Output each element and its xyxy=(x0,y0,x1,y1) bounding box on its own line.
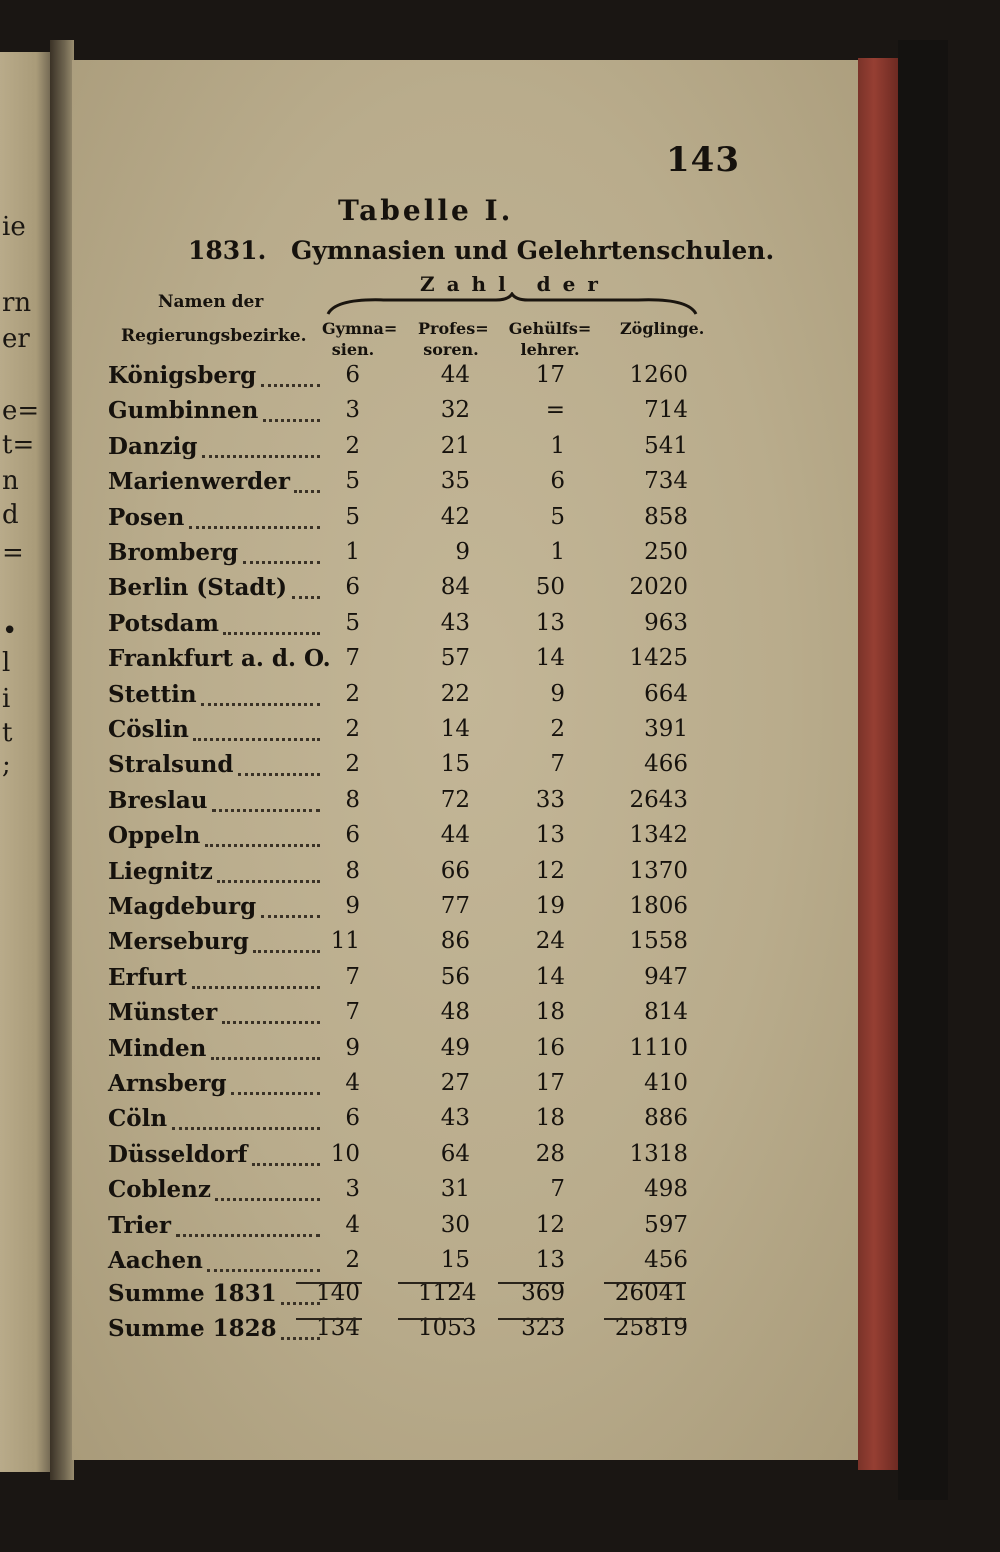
region-name: Frankfurt a. d. O. xyxy=(108,645,331,673)
gehuelfslehrer-count: 13 xyxy=(535,609,565,636)
gymnasien-count: 6 xyxy=(345,822,360,849)
sum-row xyxy=(108,1280,698,1316)
column-header-line: soren. xyxy=(423,340,479,359)
column-header-line: Gehülfs= xyxy=(508,319,592,338)
gymnasien-count: 9 xyxy=(345,893,360,919)
region-name: Stralsund xyxy=(108,751,234,779)
region-name: Oppeln xyxy=(108,822,201,850)
left-page-text-fragment: n xyxy=(2,466,19,496)
leader-dots xyxy=(201,697,320,706)
zoeglinge-count: 2020 xyxy=(629,574,688,601)
region-name: Marienwerder xyxy=(108,468,290,496)
gehuelfslehrer-count: 9 xyxy=(550,680,565,707)
column-header-professoren xyxy=(418,318,489,360)
gymnasien-count: 6 xyxy=(345,1105,360,1132)
zoeglinge-count: 1425 xyxy=(629,645,688,672)
professoren-count: 14 xyxy=(440,716,470,742)
gymnasien-count: 6 xyxy=(345,574,360,601)
professoren-count: 27 xyxy=(440,1070,470,1096)
table-row xyxy=(108,1035,698,1071)
left-page-text-fragment: l xyxy=(2,648,11,678)
left-page-text-fragment: ; xyxy=(2,750,11,780)
table-subtitle xyxy=(188,236,774,265)
professoren-count: 66 xyxy=(440,857,470,884)
leader-dots xyxy=(192,980,320,989)
gymnasien-count: 5 xyxy=(345,609,360,636)
professoren-count: 30 xyxy=(440,1211,470,1238)
gymnasien-count: 1 xyxy=(345,539,360,565)
table-row xyxy=(108,433,698,469)
professoren-count: 64 xyxy=(440,1140,470,1167)
column-header-line: Profes= xyxy=(418,319,489,338)
table-row xyxy=(108,1247,698,1283)
professoren-count: 42 xyxy=(440,503,470,530)
gymnasien-count: 7 xyxy=(345,963,360,990)
region-name: Düsseldorf xyxy=(108,1140,248,1168)
left-page-text-fragment: t= xyxy=(2,430,35,460)
sum-rule xyxy=(498,1282,564,1284)
sum-rule xyxy=(296,1318,362,1320)
gehuelfslehrer-count: 18 xyxy=(535,999,565,1026)
column-header-gehuelfslehrer xyxy=(508,318,592,360)
leader-dots xyxy=(231,1086,320,1095)
table-row xyxy=(108,858,698,894)
zoeglinge-count: 1558 xyxy=(629,928,688,955)
gehuelfslehrer-count: 17 xyxy=(535,1070,565,1096)
leader-dots xyxy=(176,1228,320,1237)
table-row xyxy=(108,610,698,646)
zoeglinge-count: 1318 xyxy=(629,1140,688,1167)
leader-dots xyxy=(211,1051,320,1060)
professoren-count: 57 xyxy=(440,645,470,672)
page-number: 143 xyxy=(666,140,740,180)
table-row xyxy=(108,539,698,575)
region-name: Merseburg xyxy=(108,928,249,956)
region-name: Trier xyxy=(108,1211,172,1239)
gymnasien-count: 2 xyxy=(345,1247,360,1273)
zoeglinge-count: 1370 xyxy=(629,857,688,884)
header-names: Namen der xyxy=(158,292,264,312)
zoeglinge-count: 963 xyxy=(644,609,688,636)
column-header-zoeglinge xyxy=(620,318,704,339)
table-row xyxy=(108,645,698,681)
column-header-gymnasien xyxy=(322,318,398,360)
table-row xyxy=(108,1105,698,1141)
gehuelfslehrer-count: 14 xyxy=(535,963,565,990)
table-subtitle-text: Gymnasien und Gelehrtenschulen. xyxy=(291,236,775,265)
gehuelfslehrer-count: 18 xyxy=(535,1105,565,1132)
gehuelfslehrer-count: 2 xyxy=(550,716,565,742)
region-name: Erfurt xyxy=(108,963,188,991)
region-name: Bromberg xyxy=(108,539,239,566)
gymnasien-count: 2 xyxy=(345,680,360,707)
professoren-count: 9 xyxy=(455,539,470,565)
gehuelfslehrer-count: 7 xyxy=(550,1176,565,1203)
professoren-count: 35 xyxy=(440,468,470,495)
table-row xyxy=(108,397,698,433)
region-name: Magdeburg xyxy=(108,893,257,920)
table-row xyxy=(108,1212,698,1248)
sum-rule xyxy=(296,1282,362,1284)
gehuelfslehrer-count: 16 xyxy=(535,1034,565,1061)
gymnasien-count: 2 xyxy=(345,751,360,778)
gymnasien-count: 5 xyxy=(345,468,360,495)
left-page-text-fragment: i xyxy=(2,684,11,714)
professoren-count: 31 xyxy=(440,1176,470,1203)
professoren-count: 77 xyxy=(440,893,470,919)
zoeglinge-count: 714 xyxy=(644,397,688,424)
gehuelfslehrer-count: 1 xyxy=(550,432,565,459)
column-header-line: Gymna= xyxy=(322,319,398,338)
table-row xyxy=(108,787,698,823)
professoren-count: 48 xyxy=(440,999,470,1026)
zoeglinge-count: 25819 xyxy=(614,1315,688,1341)
table-row xyxy=(108,822,698,858)
gehuelfslehrer-count: 7 xyxy=(550,751,565,778)
left-page-text-fragment: ie xyxy=(2,212,26,242)
professoren-count: 56 xyxy=(440,963,470,990)
gymnasien-count: 8 xyxy=(345,857,360,884)
region-name: Danzig xyxy=(108,432,198,460)
professoren-count: 15 xyxy=(440,1247,470,1273)
gymnasien-count: 4 xyxy=(345,1211,360,1238)
gehuelfslehrer-count: 50 xyxy=(535,574,565,601)
zoeglinge-count: 26041 xyxy=(614,1280,688,1306)
leader-dots xyxy=(189,520,320,529)
professoren-count: 22 xyxy=(440,680,470,707)
gehuelfslehrer-count: 17 xyxy=(535,362,565,388)
sum-rule xyxy=(498,1318,564,1320)
sum-label: Summe 1828 xyxy=(108,1315,277,1342)
gymnasien-count: 7 xyxy=(345,645,360,672)
column-header-line: sien. xyxy=(331,340,375,359)
sum-rule xyxy=(398,1282,464,1284)
sum-row xyxy=(108,1315,698,1351)
zoeglinge-count: 541 xyxy=(644,432,688,459)
professoren-count: 49 xyxy=(440,1034,470,1061)
gymnasien-count: 4 xyxy=(345,1070,360,1096)
professoren-count: 84 xyxy=(440,574,470,601)
sum-label: Summe 1831 xyxy=(108,1280,277,1307)
column-header-line: lehrer. xyxy=(520,340,580,359)
gymnasien-count: 9 xyxy=(345,1034,360,1061)
leader-dots xyxy=(205,838,320,847)
professoren-count: 15 xyxy=(440,751,470,778)
table-row xyxy=(108,928,698,964)
zoeglinge-count: 391 xyxy=(644,716,688,742)
gymnasien-count: 134 xyxy=(316,1315,360,1341)
table-row xyxy=(108,468,698,504)
zoeglinge-count: 250 xyxy=(644,539,688,565)
zoeglinge-count: 858 xyxy=(644,503,688,530)
region-name: Arnsberg xyxy=(108,1070,227,1097)
zoeglinge-count: 2643 xyxy=(629,786,688,813)
professoren-count: 72 xyxy=(440,786,470,813)
sum-rule xyxy=(604,1318,686,1320)
professoren-count: 44 xyxy=(440,822,470,849)
gymnasien-count: 140 xyxy=(316,1280,360,1306)
gehuelfslehrer-count: 33 xyxy=(535,786,565,813)
gymnasien-count: 7 xyxy=(345,999,360,1026)
gehuelfslehrer-count: 1 xyxy=(550,539,565,565)
region-name: Münster xyxy=(108,999,218,1027)
leader-dots xyxy=(212,803,320,812)
sum-rule xyxy=(604,1282,686,1284)
leader-dots xyxy=(222,1015,320,1024)
table-row xyxy=(108,362,698,398)
region-name: Breslau xyxy=(108,786,208,814)
left-page-text-fragment: t xyxy=(2,718,13,748)
table-row xyxy=(108,1176,698,1212)
region-name: Liegnitz xyxy=(108,857,213,885)
region-name: Potsdam xyxy=(108,609,219,637)
zoeglinge-count: 886 xyxy=(644,1105,688,1132)
table-row xyxy=(108,964,698,1000)
left-page-text-fragment: e= xyxy=(2,396,40,426)
header-brace xyxy=(326,292,698,316)
zoeglinge-count: 466 xyxy=(644,751,688,778)
professoren-count: 1124 xyxy=(418,1280,477,1306)
zoeglinge-count: 734 xyxy=(644,468,688,495)
leader-dots xyxy=(193,732,320,741)
gehuelfslehrer-count: 14 xyxy=(535,645,565,672)
left-page-text-fragment: er xyxy=(2,324,30,354)
gymnasien-count: 10 xyxy=(330,1140,360,1167)
professoren-count: 43 xyxy=(440,609,470,636)
gehuelfslehrer-count: 19 xyxy=(535,893,565,919)
zoeglinge-count: 664 xyxy=(644,680,688,707)
gymnasien-count: 2 xyxy=(345,432,360,459)
left-page-text-fragment: = xyxy=(2,538,24,568)
gehuelfslehrer-count: 323 xyxy=(521,1315,565,1341)
gymnasien-count: 8 xyxy=(345,786,360,813)
leader-dots xyxy=(172,1121,320,1130)
region-name: Berlin (Stadt) xyxy=(108,574,288,602)
table-title: Tabelle I. xyxy=(338,194,514,227)
table-row xyxy=(108,893,698,929)
zoeglinge-count: 1260 xyxy=(629,362,688,388)
zoeglinge-count: 1342 xyxy=(629,822,688,849)
table-year: 1831. xyxy=(188,236,267,265)
left-page-text-fragment: rn xyxy=(2,288,32,318)
gymnasien-count: 3 xyxy=(345,1176,360,1203)
table-row xyxy=(108,1141,698,1177)
gymnasien-count: 3 xyxy=(345,397,360,424)
gehuelfslehrer-count: 28 xyxy=(535,1140,565,1167)
header-zahl-der: Zahl der xyxy=(420,272,610,296)
leader-dots xyxy=(223,626,320,635)
region-name: Cöln xyxy=(108,1105,168,1133)
gehuelfslehrer-count: 24 xyxy=(535,928,565,955)
table-row xyxy=(108,504,698,540)
zoeglinge-count: 456 xyxy=(644,1247,688,1273)
sum-rule xyxy=(398,1318,464,1320)
professoren-count: 44 xyxy=(440,362,470,388)
gymnasien-count: 5 xyxy=(345,503,360,530)
professoren-count: 86 xyxy=(440,928,470,955)
left-page-text-fragment: d xyxy=(2,500,19,530)
table-row xyxy=(108,1070,698,1106)
region-name: Stettin xyxy=(108,680,197,708)
region-name: Cöslin xyxy=(108,716,189,743)
professoren-count: 43 xyxy=(440,1105,470,1132)
region-name: Minden xyxy=(108,1034,207,1062)
professoren-count: 32 xyxy=(440,397,470,424)
region-name: Aachen xyxy=(108,1247,203,1274)
zoeglinge-count: 597 xyxy=(644,1211,688,1238)
leader-dots xyxy=(207,1263,320,1272)
zoeglinge-count: 498 xyxy=(644,1176,688,1203)
gehuelfslehrer-count: = xyxy=(545,397,565,424)
zoeglinge-count: 814 xyxy=(644,999,688,1026)
left-page-text-fragment: • xyxy=(2,616,18,646)
zoeglinge-count: 947 xyxy=(644,963,688,990)
table-row xyxy=(108,681,698,717)
table-row xyxy=(108,999,698,1035)
region-name: Gumbinnen xyxy=(108,397,259,425)
professoren-count: 21 xyxy=(440,432,470,459)
header-regions: Regierungsbezirke. xyxy=(121,326,307,346)
gymnasien-count: 11 xyxy=(330,928,360,955)
gymnasien-count: 6 xyxy=(345,362,360,388)
leader-dots xyxy=(217,874,320,883)
region-name: Coblenz xyxy=(108,1176,211,1204)
leader-dots xyxy=(215,1192,320,1201)
gymnasien-count: 2 xyxy=(345,716,360,742)
professoren-count: 1053 xyxy=(418,1315,477,1341)
gehuelfslehrer-count: 5 xyxy=(550,503,565,530)
zoeglinge-count: 410 xyxy=(644,1070,688,1096)
table-row xyxy=(108,716,698,752)
table-row xyxy=(108,751,698,787)
leader-dots xyxy=(202,449,320,458)
region-name: Königsberg xyxy=(108,362,257,389)
table-row xyxy=(108,574,698,610)
region-name: Posen xyxy=(108,503,185,531)
gehuelfslehrer-count: 369 xyxy=(521,1280,565,1306)
column-header-line: Zöglinge. xyxy=(620,319,705,338)
gehuelfslehrer-count: 13 xyxy=(535,822,565,849)
zoeglinge-count: 1110 xyxy=(629,1034,688,1061)
gehuelfslehrer-count: 12 xyxy=(535,1211,565,1238)
zoeglinge-count: 1806 xyxy=(629,893,688,919)
gehuelfslehrer-count: 12 xyxy=(535,857,565,884)
gehuelfslehrer-count: 6 xyxy=(550,468,565,495)
gehuelfslehrer-count: 13 xyxy=(535,1247,565,1273)
